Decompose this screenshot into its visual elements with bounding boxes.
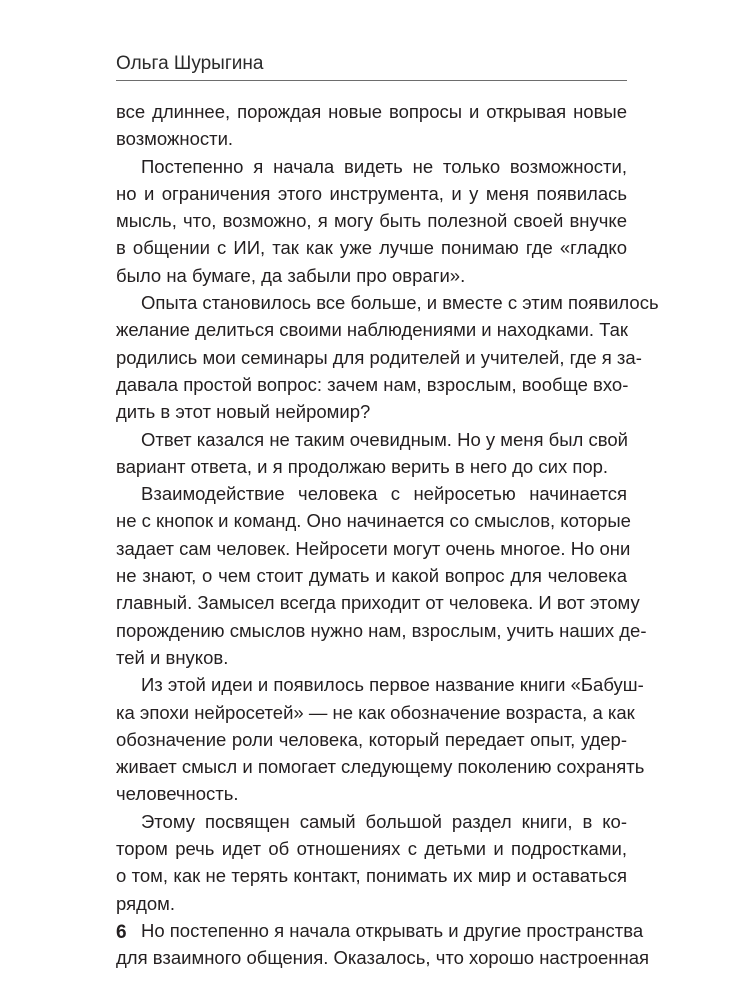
text-line: желание делиться своими наблюдениями и находками. Так <box>116 319 628 341</box>
text-line: рядом. <box>116 892 176 914</box>
text-line: в общении с ИИ, так как уже лучше понимаю где «гладко <box>116 237 627 259</box>
text-line: ка эпохи нейросетей» — не как обозначение возраста, а как <box>116 701 635 723</box>
paragraph <box>116 153 627 289</box>
text-line: Взаимодействие человека с нейросетью начинается <box>141 483 627 505</box>
paragraph <box>116 289 659 425</box>
text-line: не знают, о чем стоит думать и какой вопрос для человека <box>116 565 627 587</box>
paragraph <box>116 480 647 671</box>
text-line: Этому посвящен самый большой раздел книги, в ко- <box>141 810 627 832</box>
text-line: но и ограничения этого инструмента, и у меня появилась <box>116 182 627 204</box>
text-line: для взаимного общения. Оказалось, что хорошо настроенная <box>116 947 650 969</box>
header-rule <box>116 80 627 81</box>
text-line: о том, как не терять контакт, понимать их мир и оставаться <box>116 865 627 887</box>
running-head-author: Ольга Шурыгина <box>116 53 264 74</box>
text-line: давала простой вопрос: зачем нам, взрослым, вообще вхо- <box>116 373 629 395</box>
paragraph <box>116 808 627 917</box>
text-line: мысль, что, возможно, я могу быть полезной своей внучке <box>116 210 627 232</box>
text-line: задает сам человек. Нейросети могут очень многое. Но они <box>116 537 631 559</box>
text-line: тором речь идет об отношениях с детьми и подростками, <box>116 838 627 860</box>
text-line: Из этой идеи и появилось первое название книги «Бабуш- <box>141 674 644 696</box>
text-line: родились мои семинары для родителей и учителей, где я за- <box>116 346 642 368</box>
text-line: тей и внуков. <box>116 646 229 668</box>
text-line: дить в этот новый нейромир? <box>116 401 371 423</box>
text-line: порождению смыслов нужно нам, взрослым, учить наших де- <box>116 619 647 641</box>
page-number: 6 <box>116 922 127 943</box>
text-line: не с кнопок и команд. Оно начинается со смыслов, которые <box>116 510 631 532</box>
text-line: было на бумаге, да забыли про овраги». <box>116 264 466 286</box>
text-line: Ответ казался не таким очевидным. Но у меня был свой <box>141 428 628 450</box>
paragraph <box>116 426 627 481</box>
text-line: живает смысл и помогает следующему поколению сохранять <box>116 756 645 778</box>
text-line: обозначение роли человека, который передает опыт, удер- <box>116 728 627 750</box>
text-line: возможности. <box>116 128 234 150</box>
text-line: Постепенно я начала видеть не только возможности, <box>141 155 627 177</box>
text-line: вариант ответа, и я продолжаю верить в него до сих пор. <box>116 455 609 477</box>
paragraph <box>116 98 627 153</box>
text-line: все длиннее, порождая новые вопросы и открывая новые <box>116 101 627 122</box>
paragraph <box>116 917 650 972</box>
body-text <box>116 98 659 972</box>
text-line: Но постепенно я начала открывать и другие пространства <box>141 919 644 941</box>
paragraph <box>116 671 645 807</box>
text-line: Опыта становилось все больше, и вместе с этим появилось <box>141 292 659 314</box>
text-line: человечность. <box>116 783 239 805</box>
text-line: главный. Замысел всегда приходит от человека. И вот этому <box>116 592 640 614</box>
